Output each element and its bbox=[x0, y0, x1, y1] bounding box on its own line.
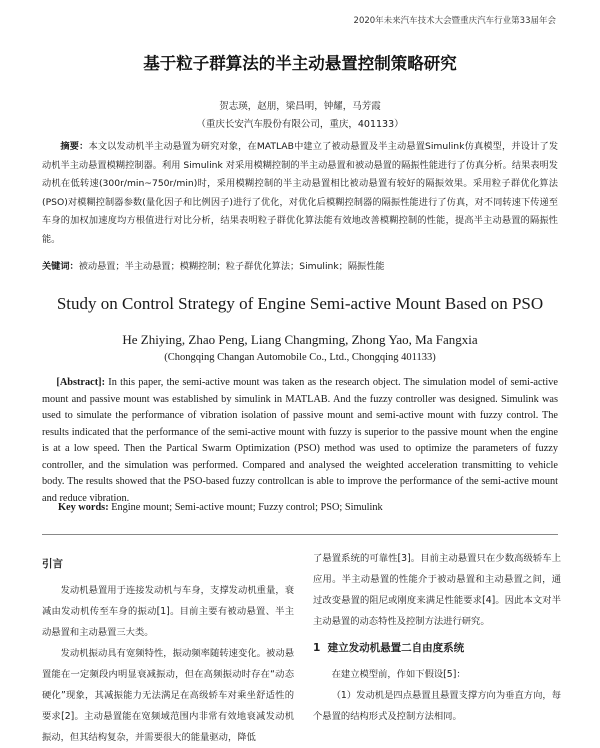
keywords-en bbox=[58, 500, 558, 516]
keywords-cn-text: 被动悬置；半主动悬置；模糊控制；粒子群优化算法；Simulink；隔振性能 bbox=[78, 261, 385, 272]
authors-en: He Zhiying, Zhao Peng, Liang Changming, Zhong Yao, Ma Fangxia bbox=[122, 332, 478, 347]
abstract-cn bbox=[42, 138, 558, 249]
section-1-number: 1 bbox=[313, 642, 321, 654]
right-paragraph-3: （1）发动机是四点悬置且悬置支撑方向为垂直方向，每个悬置的结构形式及控制方法相同。 bbox=[313, 690, 561, 722]
abstract-cn-text: 本文以发动机半主动悬置为研究对象，在MATLAB中建立了被动悬置及半主动悬置Simulink仿真模型，并设计了发动机半主动悬置模糊控制器。利用 Simulink 对采用模糊控制的半主动悬置和被动悬置的隔振性能进行了仿真分析。结果表明发动机在低转速(300r/min~750r/min)时，采用模糊控制的半主动悬置相比被动悬置有较好的隔振效果。采用粒子群优化算法(PSO)对模糊控制器参数(量化因子和比例因子)进行了优化，对优化后模糊控制器的隔振性能进行了仿真，对不同转速下传递至车身的加权加速度均方根值进行对比分析，结果表明粒子群优化算法能有效地改善模糊控制的性能，提高半主动悬置的隔振性能。 bbox=[42, 141, 559, 245]
keywords-en-text: Engine mount; Semi-active mount; Fuzzy control; PSO; Simulink bbox=[108, 502, 383, 513]
authors-cn: 贺志瑛，赵朋，梁昌明，钟耀，马芳霞 bbox=[219, 101, 381, 112]
intro-heading: 引言 bbox=[42, 558, 63, 570]
intro-paragraph-1: 发动机悬置用于连接发动机与车身，支撑发动机重量，衰减由发动机传至车身的振动[1]。目前主要有被动悬置、半主动悬置和主动悬置三大类。 bbox=[42, 585, 294, 638]
running-head: 2020年未来汽车技术大会暨重庆汽车行业第33届年会 bbox=[353, 16, 556, 26]
paper-title-en: Study on Control Strategy of Engine Semi-active Mount Based on PSO bbox=[56, 294, 544, 313]
intro-paragraph-2: 发动机振动具有宽频特性，振动频率随转速变化。被动悬置能在一定频段内明显衰减振动，但在高频振动时存在“动态硬化”现象，其减振能力无法满足在高级轿车对乘坐舒适性的要求[2]。主动悬置能在宽频域范围内非常有效地衰减发动机振动，但其结构复杂，并需要很大的能量驱动，降低 bbox=[42, 648, 294, 743]
right-paragraph-1: 了悬置系统的可靠性[3]。目前主动悬置只在少数高级轿车上应用。半主动悬置的性能介于被动悬置和主动悬置之间，通过改变悬置的阻尼或刚度来满足性能要求[4]。因此本文对半主动悬置的动态特性及控制方法进行研究。 bbox=[313, 553, 561, 627]
body-left-column bbox=[42, 548, 294, 748]
paper-title-cn: 基于粒子群算法的半主动悬置控制策略研究 bbox=[143, 54, 457, 73]
right-paragraph-2: 在建立模型前，作如下假设[5]： bbox=[331, 669, 466, 680]
section-divider bbox=[42, 534, 558, 535]
body-right-column bbox=[313, 548, 561, 727]
keywords-en-label: Key words: bbox=[58, 502, 109, 513]
section-1-heading bbox=[313, 638, 561, 658]
affiliation-cn: （重庆长安汽车股份有限公司，重庆，401133） bbox=[196, 119, 404, 130]
abstract-en bbox=[42, 375, 558, 507]
keywords-cn bbox=[42, 258, 558, 276]
section-1-title: 建立发动机悬置二自由度系统 bbox=[327, 642, 465, 654]
keywords-cn-label: 关键词： bbox=[42, 261, 79, 272]
abstract-en-label: [Abstract]: bbox=[56, 377, 106, 388]
abstract-cn-label: 摘要： bbox=[60, 141, 89, 152]
abstract-en-text: In this paper, the semi-active mount was taken as the research object. The simulation model of semi-active mount and passive mount was established by simulink in MATLAB. And the fuzzy controller was designed. Simulink was used to simulate the performance of vibration isolation of passive mount and semi-active mount with fuzzy control. The results indicated that the performance of the semi-active mount with fuzzy is superior to the passive mount when the engine is at a low speed. Then the Partical Swarm Optimization (PSO) method was used to optimize the parameters of fuzzy controller, and the simulation was performed. Compared and analysed the weighted acceleration transmitting to vehicle body. The results showed that the PSO-based fuzzy controllcan is able to improve the performance of the semi-active mount and reduce vibration. bbox=[42, 377, 558, 504]
affiliation-en: (Chongqing Changan Automobile Co., Ltd., Chongqing 401133) bbox=[164, 352, 436, 363]
